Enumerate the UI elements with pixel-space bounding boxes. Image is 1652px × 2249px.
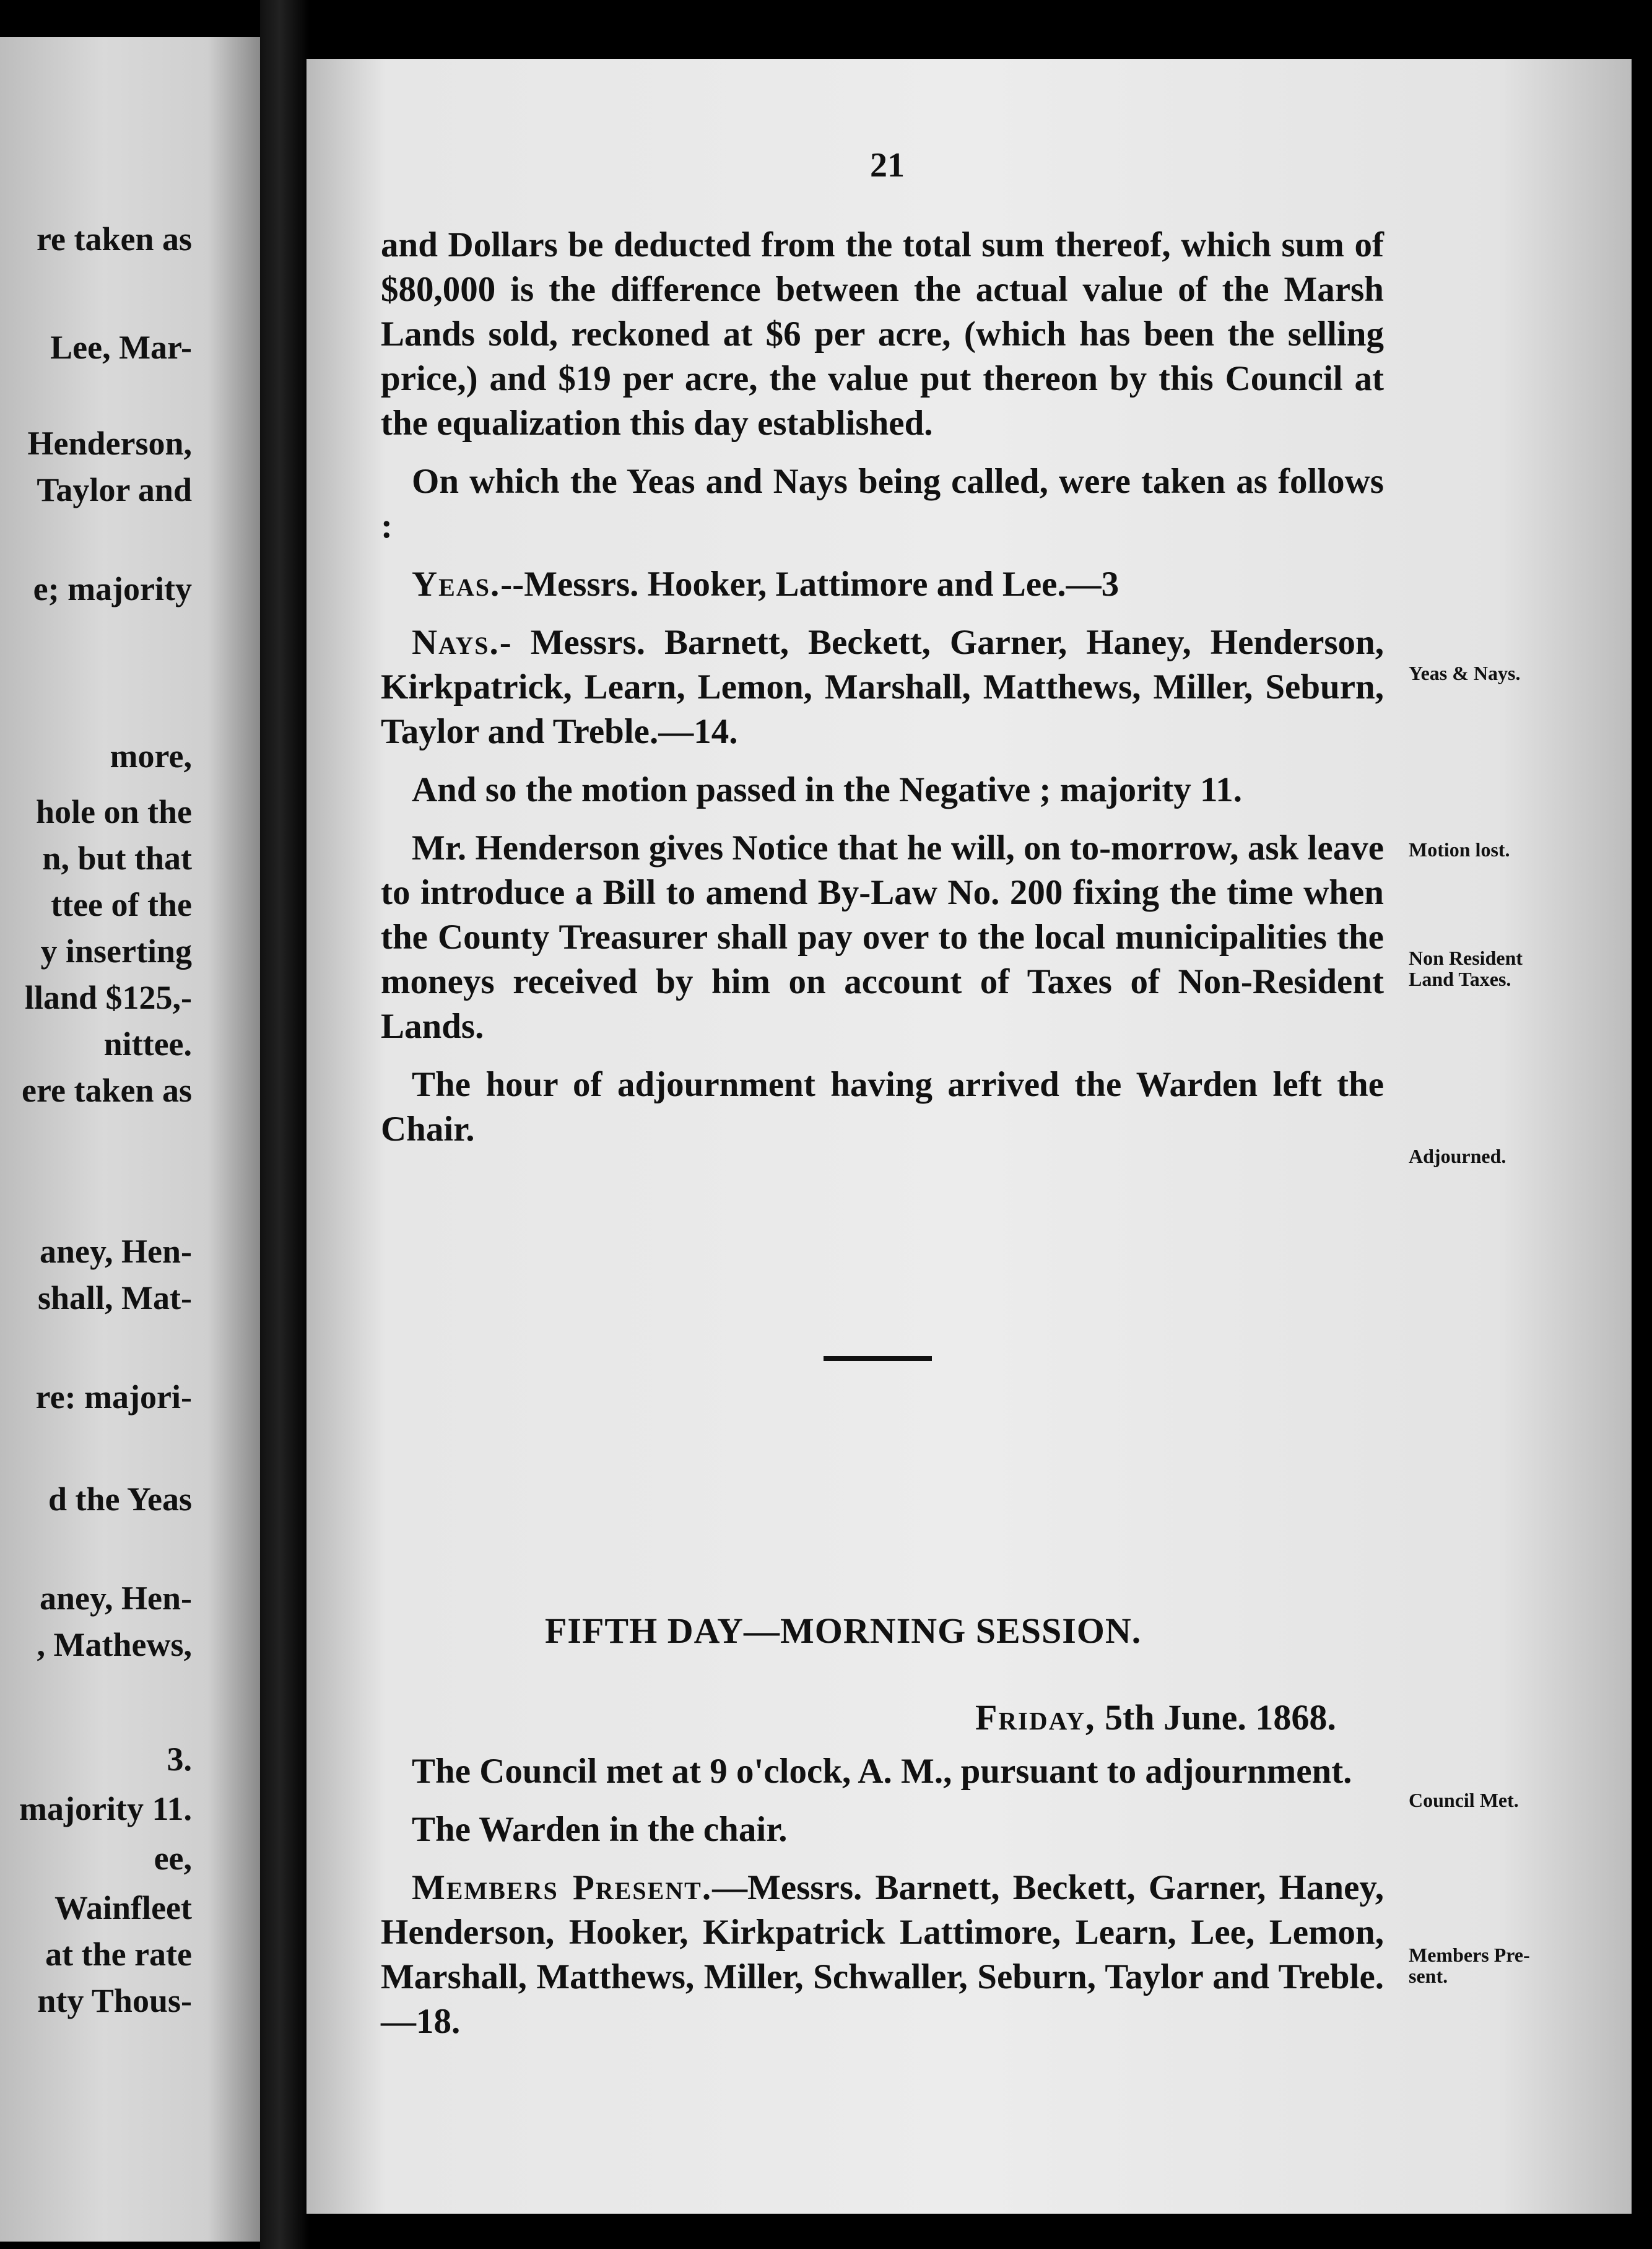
margin-note-yeas-nays: Yeas & Nays. (1409, 662, 1521, 684)
left-page-line: shall, Mat- (38, 1279, 192, 1316)
members-present-text: —Messrs. Barnett, Beckett, Garner, Haney, Henderson, Hooker, Kirkpatrick Lattimore, Learn, Lee, Lemon, Marshall, Matthews, Miller, Schwaller, Seburn, Taylor and Treble.—18. (381, 1868, 1384, 2041)
left-page-line: d the Yeas (48, 1481, 192, 1518)
left-page-line: lland $125,- (24, 979, 192, 1016)
margin-note-council-met: Council Met. (1409, 1789, 1519, 1811)
upper-body-text (381, 223, 1384, 1165)
book-spine (260, 0, 310, 2249)
section-heading: FIFTH DAY—MORNING SESSION. (545, 1611, 1142, 1651)
left-page-line: Taylor and (37, 471, 192, 508)
nays-label: Nays. (412, 623, 500, 662)
section-divider (824, 1356, 932, 1361)
left-page-line: y inserting (40, 933, 192, 970)
lower-body-text (381, 1749, 1384, 2058)
left-page-line: 3. (167, 1741, 192, 1778)
page-number: 21 (870, 146, 905, 185)
margin-note-adjourned: Adjourned. (1409, 1145, 1506, 1167)
yeas-label: Yeas. (412, 565, 501, 604)
left-page-line: e; majority (33, 570, 192, 607)
left-page-fragment (0, 37, 260, 2242)
warden-chair-paragraph: The Warden in the chair. (412, 1810, 788, 1849)
left-page-line: aney, Hen- (39, 1580, 192, 1617)
nays-paragraph (381, 620, 1384, 754)
date-rest: 5th June. 1868. (1095, 1697, 1336, 1738)
left-page-line: re: majori- (35, 1378, 192, 1416)
margin-note-line: sent. (1409, 1965, 1448, 1987)
yeas-paragraph (381, 562, 1384, 607)
date-day: Friday, (975, 1697, 1096, 1738)
adjournment-paragraph: The hour of adjournment having arrived the Warden left the Chair. (381, 1065, 1384, 1149)
left-page-line: aney, Hen- (39, 1233, 192, 1270)
left-page-line: nty Thous- (37, 1982, 192, 2019)
right-page (306, 59, 1632, 2214)
margin-note-members-present (1409, 1944, 1594, 1986)
margin-note-line: Non Resident (1409, 947, 1523, 969)
left-page-line: Henderson, (27, 425, 192, 462)
members-present-paragraph (381, 1866, 1384, 2044)
margin-note-line: Members Pre- (1409, 1944, 1530, 1966)
notice-paragraph: Mr. Henderson gives Notice that he will, on to-morrow, ask leave to introduce a Bill to amend By-Law No. 200 fixing the time when the County Treasurer shall pay over to the local municipalities the moneys received by him on account of Taxes of Non-Resident Lands. (381, 829, 1384, 1046)
members-present-label: Members Present. (412, 1868, 713, 1907)
margin-note-non-resident (1409, 947, 1594, 990)
left-page-line: ttee of the (51, 886, 192, 923)
nays-text: - Messrs. Barnett, Beckett, Garner, Haney, Henderson, Kirkpatrick, Learn, Lemon, Marshall, Matthews, Miller, Seburn, Taylor and Treble.—14. (381, 623, 1384, 751)
left-page-line: hole on the (35, 793, 192, 830)
motion-result: And so the motion passed in the Negative ; majority 11. (412, 770, 1243, 809)
left-page-line: re taken as (37, 220, 192, 258)
margin-note-motion-lost: Motion lost. (1409, 838, 1510, 861)
left-page-line: , Mathews, (37, 1626, 192, 1663)
left-page-line: Lee, Mar- (50, 329, 192, 366)
session-date (975, 1697, 1336, 1738)
council-met-paragraph: The Council met at 9 o'clock, A. M., pursuant to adjournment. (412, 1752, 1352, 1791)
continuation-paragraph: and Dollars be deducted from the total sum thereof, which sum of $80,000 is the difference between the actual value of the Marsh Lands sold, reckoned at $6 per acre, (which has been the selling price,) and $19 per acre, the value put thereon by this Council at the equalization this day established. (381, 225, 1384, 443)
yeas-text: --Messrs. Hooker, Lattimore and Lee.—3 (500, 565, 1119, 604)
margin-note-line: Land Taxes. (1409, 968, 1511, 990)
left-page-line: ee, (154, 1840, 192, 1877)
left-page-line: n, but that (42, 840, 192, 877)
yeas-nays-intro: On which the Yeas and Nays being called, were taken as follows : (381, 462, 1384, 546)
left-page-line: nittee. (103, 1025, 192, 1063)
left-page-line: more, (110, 737, 192, 775)
left-page-line: at the rate (45, 1936, 192, 1973)
left-page-line: majority 11. (19, 1790, 192, 1827)
left-page-line: Wainfleet (54, 1889, 192, 1926)
left-page-line: ere taken as (22, 1072, 192, 1109)
